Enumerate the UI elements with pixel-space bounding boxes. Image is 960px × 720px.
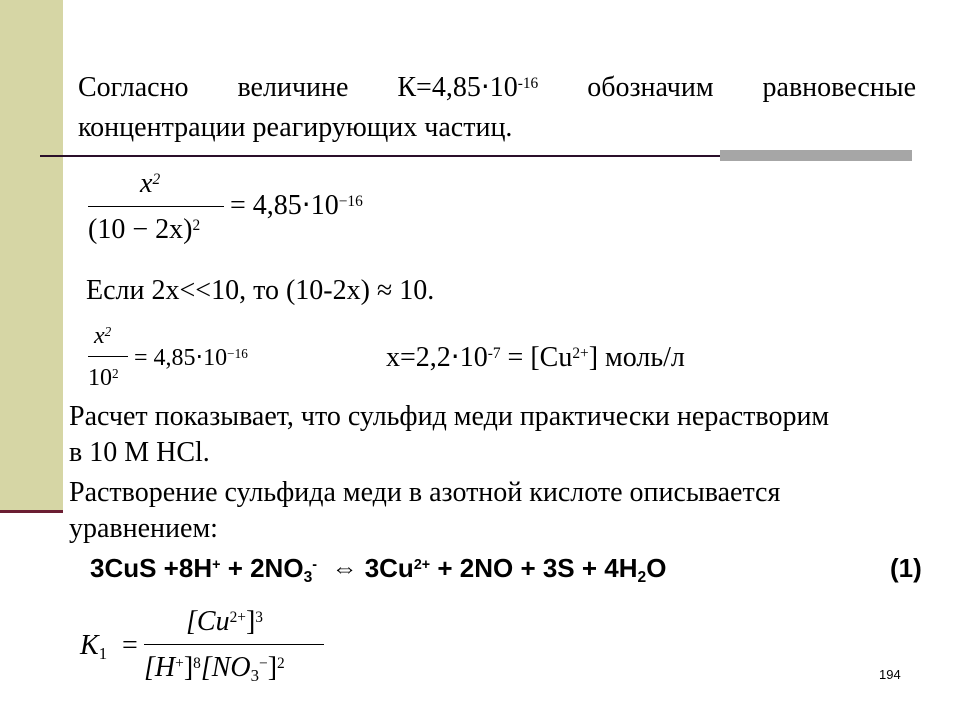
intro-line-2: концентрации реагирующих частиц. (78, 112, 513, 143)
eq2-numerator: $x^2$ (94, 323, 112, 349)
eq1-numerator: $x^2$ (140, 168, 161, 199)
k1-equals: = (122, 630, 138, 661)
k1-lhs: K1 (80, 630, 108, 664)
intro-line-1 (78, 72, 916, 108)
paragraph-line-3: Растворение сульфида меди в азотной кислоте описывается (69, 477, 781, 508)
equation-1 (88, 164, 408, 254)
header-accent-bar (720, 150, 912, 161)
intro-word: обозначим (587, 72, 714, 103)
eq2-rhs: = $4,85\cdot 10^{-16}$ (134, 345, 248, 371)
eq2-fraction-bar (88, 356, 128, 357)
k-value: $К=4,85\cdot 10^{-16}$ (397, 72, 539, 103)
equilibrium-arrow-icon: ⇔ (331, 553, 358, 583)
k1-fraction-bar (144, 644, 324, 645)
page-number: 194 (879, 667, 901, 682)
k1-denominator: $[H^+]^8[NO3^-]^2$ (144, 652, 285, 686)
paragraph-line-2: в 10 М HCl. (69, 437, 210, 468)
paragraph-line-4: уравнением: (69, 513, 218, 544)
eq1-rhs: = $4,85\cdot 10^{-16}$ (230, 190, 363, 221)
result-line: $x=2,2\cdot 10^{-7} = [Cu^{2+}]$ моль/л (386, 342, 685, 373)
k1-expression (78, 600, 398, 700)
eq2-denominator: $10^2$ (88, 365, 119, 391)
eq1-denominator: $(10 - 2x)^2$ (88, 214, 201, 245)
approximation-line: Если 2x<<10, то (10-2x) ≈ 10. (86, 275, 435, 306)
intro-word: равновесные (762, 72, 916, 103)
equation-2 (88, 318, 308, 398)
intro-word: величине (237, 72, 349, 103)
sidebar-divider (0, 510, 63, 513)
eq1-fraction-bar (88, 206, 224, 207)
reaction-equation: 3CuS +8H+ + 2NO3- ⇔ $3Cu^{2+} + 2NO + 3S + 4H2O$ (90, 553, 667, 586)
sidebar-decoration (0, 0, 63, 510)
intro-word: Согласно (78, 72, 189, 103)
reaction-number: (1) (890, 553, 922, 583)
paragraph-line-1: Расчет показывает, что сульфид меди практически нерастворим (69, 401, 830, 432)
k1-numerator: $[Cu^{2+}]^3$ (186, 606, 263, 637)
